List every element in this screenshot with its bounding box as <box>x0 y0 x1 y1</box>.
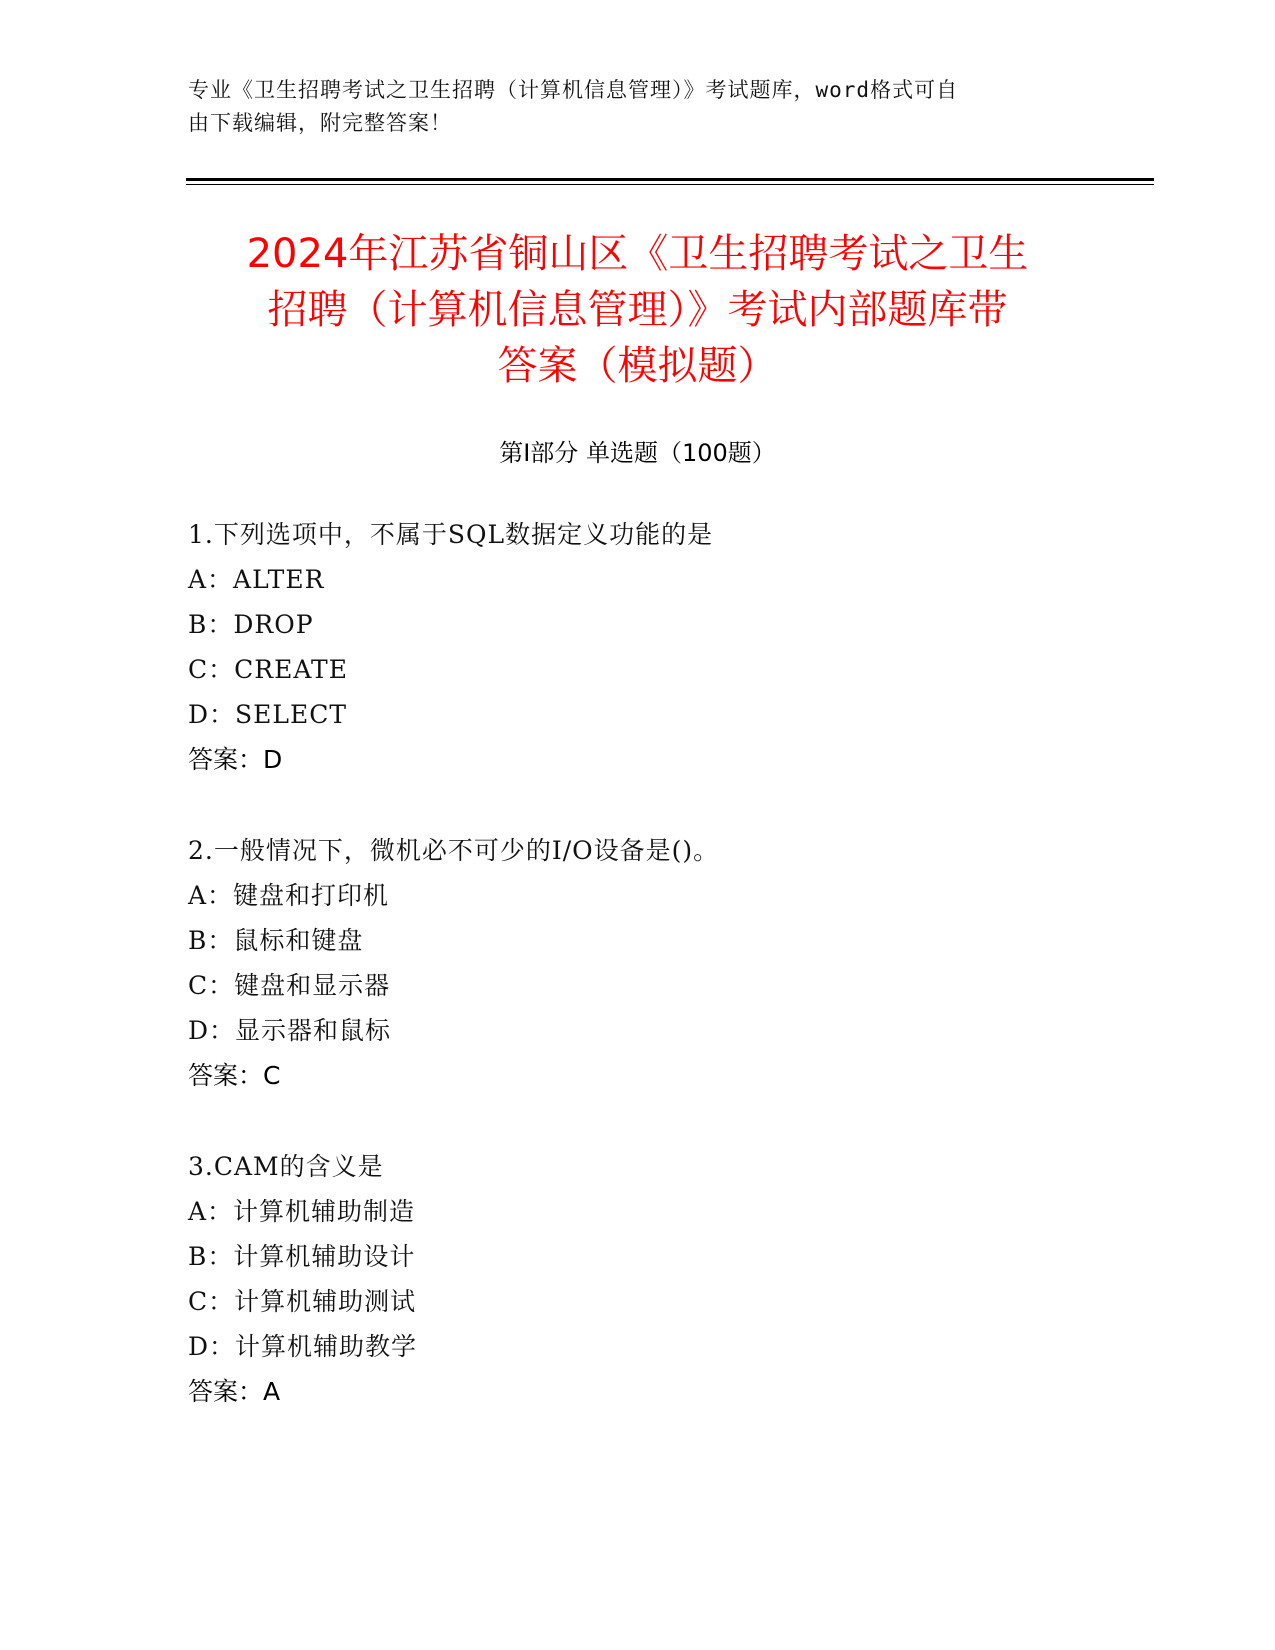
option-b: B：鼠标和键盘 <box>188 926 364 955</box>
header-note-line-2: 由下载编辑，附完整答案！ <box>188 111 452 135</box>
document-title-line-1: 2024年江苏省铜山区《卫生招聘考试之卫生 <box>246 231 1029 277</box>
option-d: D：显示器和鼠标 <box>188 1016 392 1045</box>
question-3 <box>188 1144 1088 1414</box>
option-c: C：CREATE <box>188 655 348 684</box>
header-divider-thick <box>186 178 1154 181</box>
option-d: D：计算机辅助教学 <box>188 1332 418 1361</box>
option-a: A：ALTER <box>188 565 325 594</box>
answer-line: 答案：D <box>188 745 283 774</box>
option-d: D：SELECT <box>188 700 348 729</box>
document-title-line-2: 招聘（计算机信息管理）》考试内部题库带 <box>267 287 1008 333</box>
question-stem: 1.下列选项中，不属于SQL数据定义功能的是 <box>188 520 714 549</box>
question-stem: 2.一般情况下，微机必不可少的I/O设备是()。 <box>188 836 720 865</box>
section-heading: 第I部分 单选题（100题） <box>499 439 776 467</box>
option-a: A：键盘和打印机 <box>188 881 390 910</box>
question-2 <box>188 828 1088 1098</box>
header-note <box>188 74 1068 140</box>
header-divider-thin <box>186 184 1154 185</box>
document-title-line-3: 答案（模拟题） <box>497 343 778 389</box>
option-b: B：计算机辅助设计 <box>188 1242 416 1271</box>
question-stem: 3.CAM的含义是 <box>188 1152 384 1181</box>
option-c: C：键盘和显示器 <box>188 971 391 1000</box>
option-b: B：DROP <box>188 610 314 639</box>
document-title <box>140 226 1135 394</box>
header-note-line-1: 专业《卫生招聘考试之卫生招聘（计算机信息管理）》考试题库，word格式可自 <box>188 78 959 102</box>
option-a: A：计算机辅助制造 <box>188 1197 416 1226</box>
question-1 <box>188 512 1088 782</box>
answer-line: 答案：C <box>188 1061 281 1090</box>
option-c: C：计算机辅助测试 <box>188 1287 417 1316</box>
answer-line: 答案：A <box>188 1377 281 1406</box>
